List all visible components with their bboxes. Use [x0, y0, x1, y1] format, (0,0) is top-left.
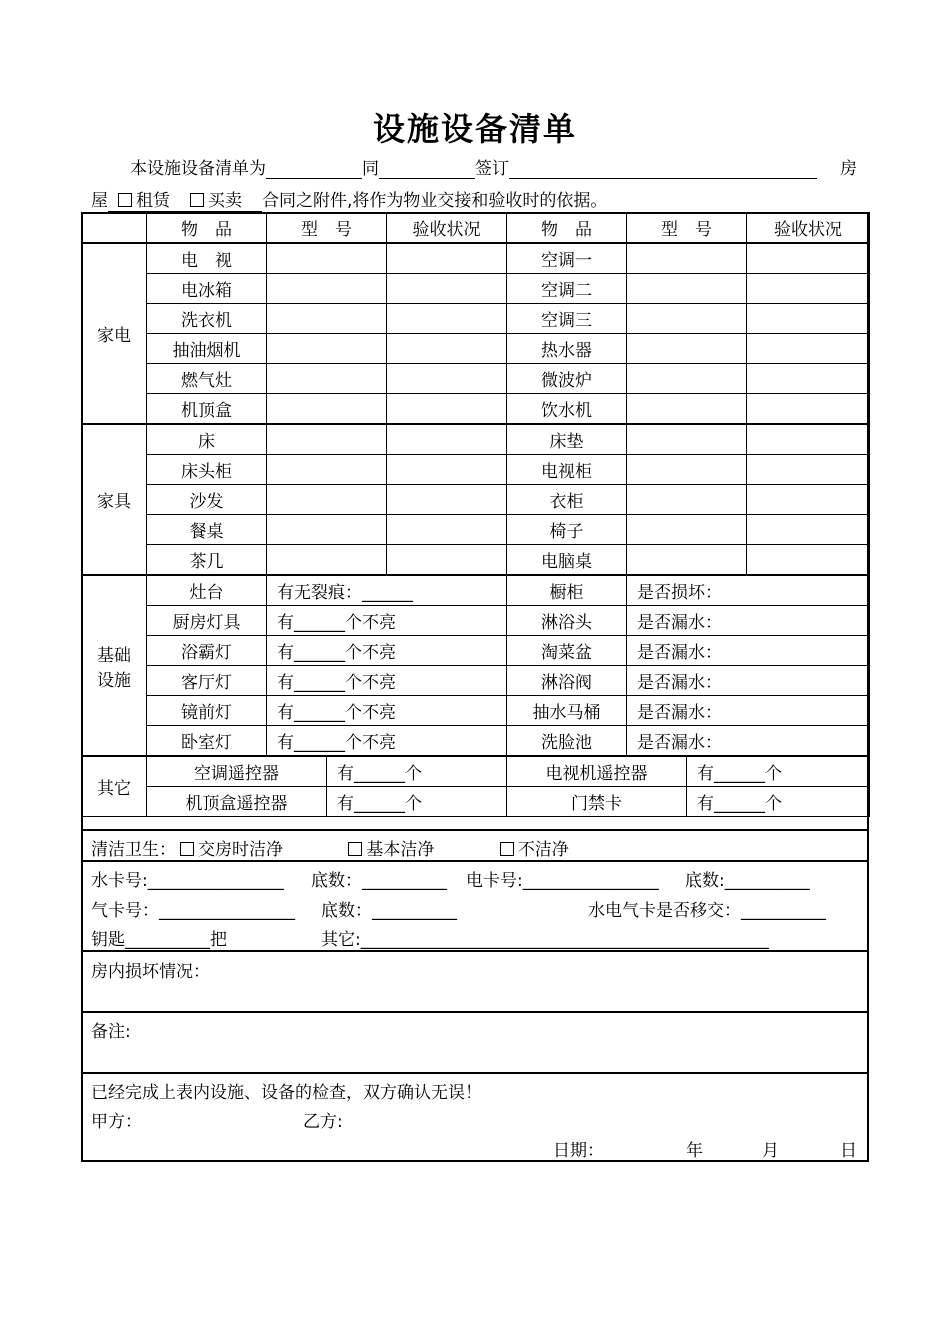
table-row [82, 394, 870, 425]
header-blank [82, 213, 147, 244]
status-cell[interactable] [387, 485, 507, 515]
item-cell: 椅子 [507, 515, 627, 545]
status-field[interactable]: 有无裂痕：______ [267, 575, 507, 606]
item-cell: 洗脸池 [507, 726, 627, 757]
item-cell: 淋浴阀 [507, 666, 627, 696]
clean-checkbox-2[interactable] [348, 842, 362, 856]
category-basic: 基础 设施 [82, 575, 147, 756]
header-row [82, 213, 870, 244]
count-field[interactable]: 有______个 [687, 787, 870, 817]
cleanliness-row: 清洁卫生： 交房时洁净 基本洁净 不洁净 [91, 840, 569, 860]
date-year: 年 [686, 1141, 703, 1161]
header-item: 物 品 [507, 213, 627, 244]
status-cell[interactable] [387, 424, 507, 455]
status-cell[interactable] [747, 394, 870, 425]
table-row [82, 424, 870, 455]
table-row [82, 545, 870, 576]
table-row [82, 304, 870, 334]
item-cell: 空调遥控器 [147, 756, 327, 787]
table-row [82, 575, 870, 606]
table-row [82, 274, 870, 304]
divider [81, 829, 869, 831]
confirm-text: 已经完成上表内设施、设备的检查，双方确认无误！ [91, 1083, 482, 1103]
table-row [82, 334, 870, 364]
item-cell: 电视柜 [507, 455, 627, 485]
item-cell: 卧室灯 [147, 726, 267, 757]
table-row [82, 666, 870, 696]
table-row [82, 243, 870, 274]
status-cell[interactable] [747, 455, 870, 485]
date-label: 日期： [553, 1141, 604, 1161]
status-field[interactable]: 有______个不亮 [267, 726, 507, 757]
intro-fang: 房 [840, 159, 857, 179]
item-cell: 机顶盒遥控器 [147, 787, 327, 817]
item-cell: 淋浴头 [507, 606, 627, 636]
status-cell[interactable] [387, 545, 507, 576]
elec-base-field[interactable]: 底数:__________ [685, 871, 810, 891]
status-cell[interactable] [747, 545, 870, 576]
divider [81, 1072, 869, 1074]
intro-line-1: 本设施设备清单为 同 签订 [130, 154, 817, 179]
model-cell[interactable] [267, 515, 387, 545]
item-cell: 衣柜 [507, 485, 627, 515]
item-cell: 沙发 [147, 485, 267, 515]
model-cell[interactable] [627, 394, 747, 425]
item-cell: 燃气灶 [147, 364, 267, 394]
rent-checkbox[interactable] [118, 193, 132, 207]
table-row [82, 756, 870, 787]
damage-label: 房内损坏情况： [91, 962, 210, 982]
table-row [82, 787, 870, 817]
divider [81, 860, 869, 862]
status-field[interactable]: 有______个不亮 [267, 636, 507, 666]
status-field[interactable]: 有______个不亮 [267, 606, 507, 636]
water-card-field[interactable]: 水卡号:________________ [91, 871, 284, 891]
item-cell: 床 [147, 424, 267, 455]
model-cell[interactable] [627, 304, 747, 334]
item-cell: 空调二 [507, 274, 627, 304]
status-cell[interactable] [747, 364, 870, 394]
item-cell: 浴霸灯 [147, 636, 267, 666]
header-status: 验收状况 [387, 213, 507, 244]
item-cell: 饮水机 [507, 394, 627, 425]
item-cell: 门禁卡 [507, 787, 687, 817]
card-handover-field[interactable]: 水电气卡是否移交：__________ [588, 901, 826, 921]
model-cell[interactable] [267, 274, 387, 304]
item-cell: 机顶盒 [147, 394, 267, 425]
item-cell: 电视机遥控器 [507, 756, 687, 787]
model-cell[interactable] [627, 485, 747, 515]
status-cell[interactable] [747, 274, 870, 304]
intro-line-2: 屋 租赁 买卖 合同之附件,将作为物业交接和验收时的依据。 [91, 191, 608, 211]
status-cell[interactable] [747, 243, 870, 274]
count-field[interactable]: 有______个 [327, 787, 507, 817]
table-row [82, 606, 870, 636]
item-cell: 微波炉 [507, 364, 627, 394]
model-cell[interactable] [627, 424, 747, 455]
model-cell[interactable] [267, 304, 387, 334]
status-field[interactable]: 是否漏水： [627, 666, 870, 696]
facilities-table [81, 212, 870, 817]
table-row [82, 696, 870, 726]
model-cell[interactable] [267, 545, 387, 576]
status-cell[interactable] [747, 304, 870, 334]
blank-sign-date[interactable] [509, 159, 817, 179]
item-cell: 抽水马桶 [507, 696, 627, 726]
status-cell[interactable] [387, 455, 507, 485]
item-cell: 热水器 [507, 334, 627, 364]
model-cell[interactable] [627, 455, 747, 485]
item-cell: 电脑桌 [507, 545, 627, 576]
item-cell: 电冰箱 [147, 274, 267, 304]
model-cell[interactable] [627, 545, 747, 576]
count-field[interactable]: 有______个 [687, 756, 870, 787]
model-cell[interactable] [267, 243, 387, 274]
status-field[interactable]: 是否漏水： [627, 636, 870, 666]
table-row [82, 485, 870, 515]
party-b-label: 乙方: [303, 1112, 343, 1132]
sell-checkbox[interactable] [190, 193, 204, 207]
model-cell[interactable] [627, 274, 747, 304]
item-cell: 橱柜 [507, 575, 627, 606]
clean-checkbox-3[interactable] [500, 842, 514, 856]
status-field[interactable]: 是否漏水： [627, 606, 870, 636]
blank-party-b[interactable] [379, 159, 475, 179]
status-cell[interactable] [387, 394, 507, 425]
category-other: 其它 [82, 756, 147, 817]
blank-party-a[interactable] [266, 159, 362, 179]
item-cell: 床垫 [507, 424, 627, 455]
gas-base-field[interactable]: 底数：__________ [321, 901, 457, 921]
item-cell: 洗衣机 [147, 304, 267, 334]
other-field[interactable]: 其它:________________________________________________ [321, 930, 769, 950]
divider [81, 1011, 869, 1013]
header-item: 物 品 [147, 213, 267, 244]
item-cell: 客厅灯 [147, 666, 267, 696]
status-field[interactable]: 是否漏水： [627, 696, 870, 726]
status-field[interactable]: 有______个不亮 [267, 696, 507, 726]
water-base-field[interactable]: 底数：__________ [311, 871, 447, 891]
table-row [82, 515, 870, 545]
status-cell[interactable] [747, 334, 870, 364]
model-cell[interactable] [627, 334, 747, 364]
model-cell[interactable] [627, 515, 747, 545]
header-model: 型 号 [267, 213, 387, 244]
item-cell: 餐桌 [147, 515, 267, 545]
status-cell[interactable] [387, 334, 507, 364]
model-cell[interactable] [627, 364, 747, 394]
model-cell[interactable] [267, 394, 387, 425]
status-field[interactable]: 有______个不亮 [267, 666, 507, 696]
clean-checkbox-1[interactable] [180, 842, 194, 856]
header-status: 验收状况 [747, 213, 870, 244]
table-row [82, 364, 870, 394]
item-cell: 灶台 [147, 575, 267, 606]
elec-card-field[interactable]: 电卡号:________________ [466, 871, 659, 891]
divider [81, 950, 869, 952]
item-cell: 床头柜 [147, 455, 267, 485]
count-field[interactable]: 有______个 [327, 756, 507, 787]
category-furniture: 家具 [82, 424, 147, 575]
model-cell[interactable] [267, 364, 387, 394]
model-cell[interactable] [267, 455, 387, 485]
status-cell[interactable] [747, 515, 870, 545]
item-cell: 镜前灯 [147, 696, 267, 726]
item-cell: 抽油烟机 [147, 334, 267, 364]
item-cell: 淘菜盆 [507, 636, 627, 666]
status-cell[interactable] [387, 243, 507, 274]
table-row [82, 726, 870, 757]
category-appliances: 家电 [82, 243, 147, 424]
party-a-label: 甲方： [91, 1112, 142, 1132]
remark-label: 备注: [91, 1022, 131, 1042]
model-cell[interactable] [627, 243, 747, 274]
item-cell: 茶几 [147, 545, 267, 576]
status-cell[interactable] [387, 304, 507, 334]
date-month: 月 [762, 1141, 779, 1161]
status-cell[interactable] [387, 274, 507, 304]
table-row [82, 455, 870, 485]
model-cell[interactable] [267, 334, 387, 364]
status-cell[interactable] [747, 424, 870, 455]
gas-card-field[interactable]: 气卡号：________________ [91, 901, 295, 921]
item-cell: 空调一 [507, 243, 627, 274]
status-cell[interactable] [387, 515, 507, 545]
item-cell: 电 视 [147, 243, 267, 274]
header-model: 型 号 [627, 213, 747, 244]
item-cell: 厨房灯具 [147, 606, 267, 636]
page-title: 设施设备清单 [372, 110, 577, 148]
status-cell[interactable] [387, 364, 507, 394]
date-day: 日 [840, 1141, 857, 1161]
status-cell[interactable] [747, 485, 870, 515]
item-cell: 空调三 [507, 304, 627, 334]
model-cell[interactable] [267, 424, 387, 455]
status-field[interactable]: 是否损坏： [627, 575, 870, 606]
status-field[interactable]: 是否漏水： [627, 726, 870, 757]
table-row [82, 636, 870, 666]
keys-field[interactable]: 钥匙__________把 [91, 930, 227, 950]
model-cell[interactable] [267, 485, 387, 515]
